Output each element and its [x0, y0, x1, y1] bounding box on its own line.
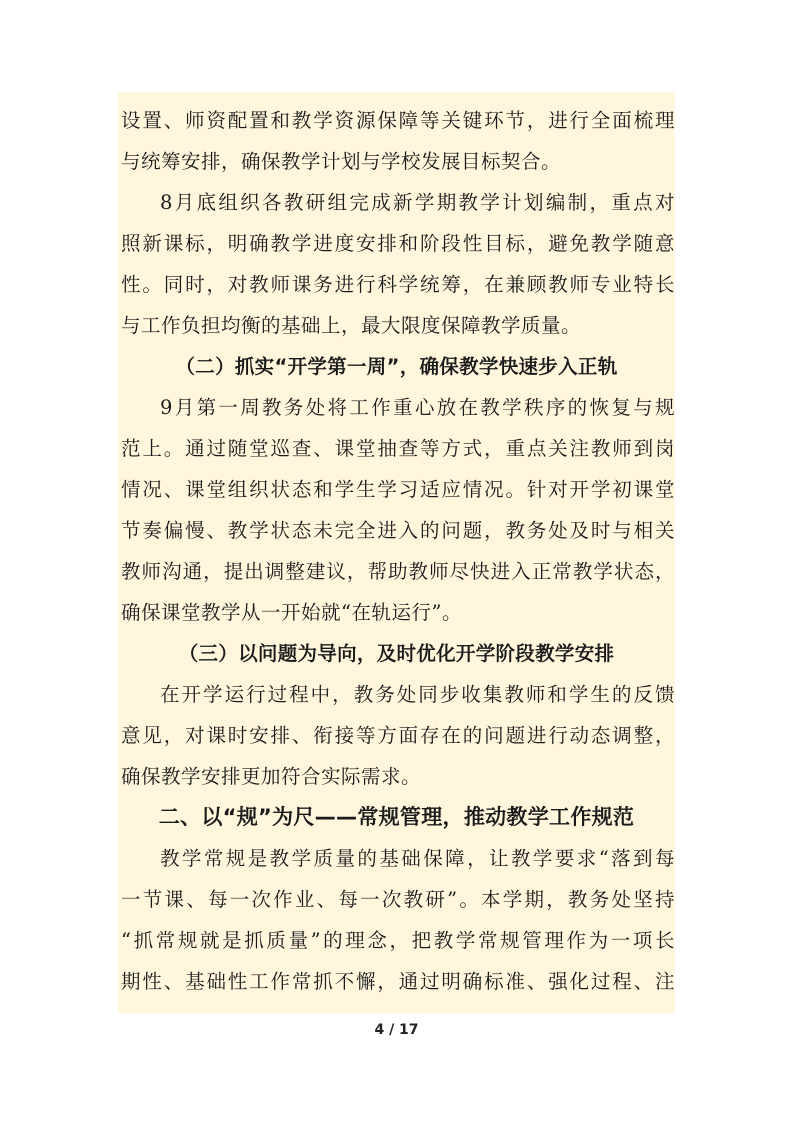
section-subheading: （三）以问题为导向，及时优化开学阶段教学安排: [178, 642, 615, 665]
section-heading: 二、以“规”为尺——常规管理，推动教学工作规范: [158, 805, 635, 829]
paragraph-line: 期性、基础性工作常抓不懈，通过明确标准、强化过程、注: [121, 970, 675, 993]
paragraph-line: 与统筹安排，确保教学计划与学校发展目标契合。: [121, 150, 562, 173]
paragraph-line: 确保课堂教学从一开始就“在轨运行”。: [121, 601, 462, 624]
document-body: [118, 92, 675, 1013]
paragraph-line: 范上。通过随堂巡查、课堂抽查等方式，重点关注教师到岗: [121, 437, 675, 460]
paragraph-line: 性。同时，对教师课务进行科学统筹，在兼顾教师专业特长: [121, 273, 675, 296]
paragraph-line: 照新课标，明确教学进度安排和阶段性目标，避免教学随意: [121, 232, 675, 255]
section-subheading: （二）抓实“开学第一周”，确保教学快速步入正轨: [175, 355, 618, 378]
paragraph-line: 确保教学安排更加符合实际需求。: [121, 765, 422, 788]
paragraph-line: 一节课、每一次作业、每一次教研”。本学期，教务处坚持: [121, 888, 675, 911]
paragraph-line: 设置、师资配置和教学资源保障等关键环节，进行全面梳理: [121, 109, 675, 132]
paragraph-line: 意见，对课时安排、衔接等方面存在的问题进行动态调整，: [121, 724, 675, 747]
paragraph-line: 情况、课堂组织状态和学生学习适应情况。针对开学初课堂: [121, 478, 675, 501]
page-number: 4 / 17: [374, 1022, 419, 1038]
paragraph-line: 节奏偏慢、教学状态未完全进入的问题，教务处及时与相关: [121, 519, 675, 542]
paragraph-line: “抓常规就是抓质量”的理念，把教学常规管理作为一项长: [121, 929, 675, 952]
paragraph-line: 8月底组织各教研组完成新学期教学计划编制，重点对: [160, 191, 675, 214]
paragraph-line: 与工作负担均衡的基础上，最大限度保障教学质量。: [121, 314, 582, 337]
paragraph-line: 教师沟通，提出调整建议，帮助教师尽快进入正常教学状态，: [121, 560, 675, 583]
paragraph-line: 9月第一周教务处将工作重心放在教学秩序的恢复与规: [160, 396, 675, 419]
paragraph-line: 教学常规是教学质量的基础保障，让教学要求“落到每: [160, 847, 675, 870]
paragraph-line: 在开学运行过程中，教务处同步收集教师和学生的反馈: [160, 683, 675, 706]
